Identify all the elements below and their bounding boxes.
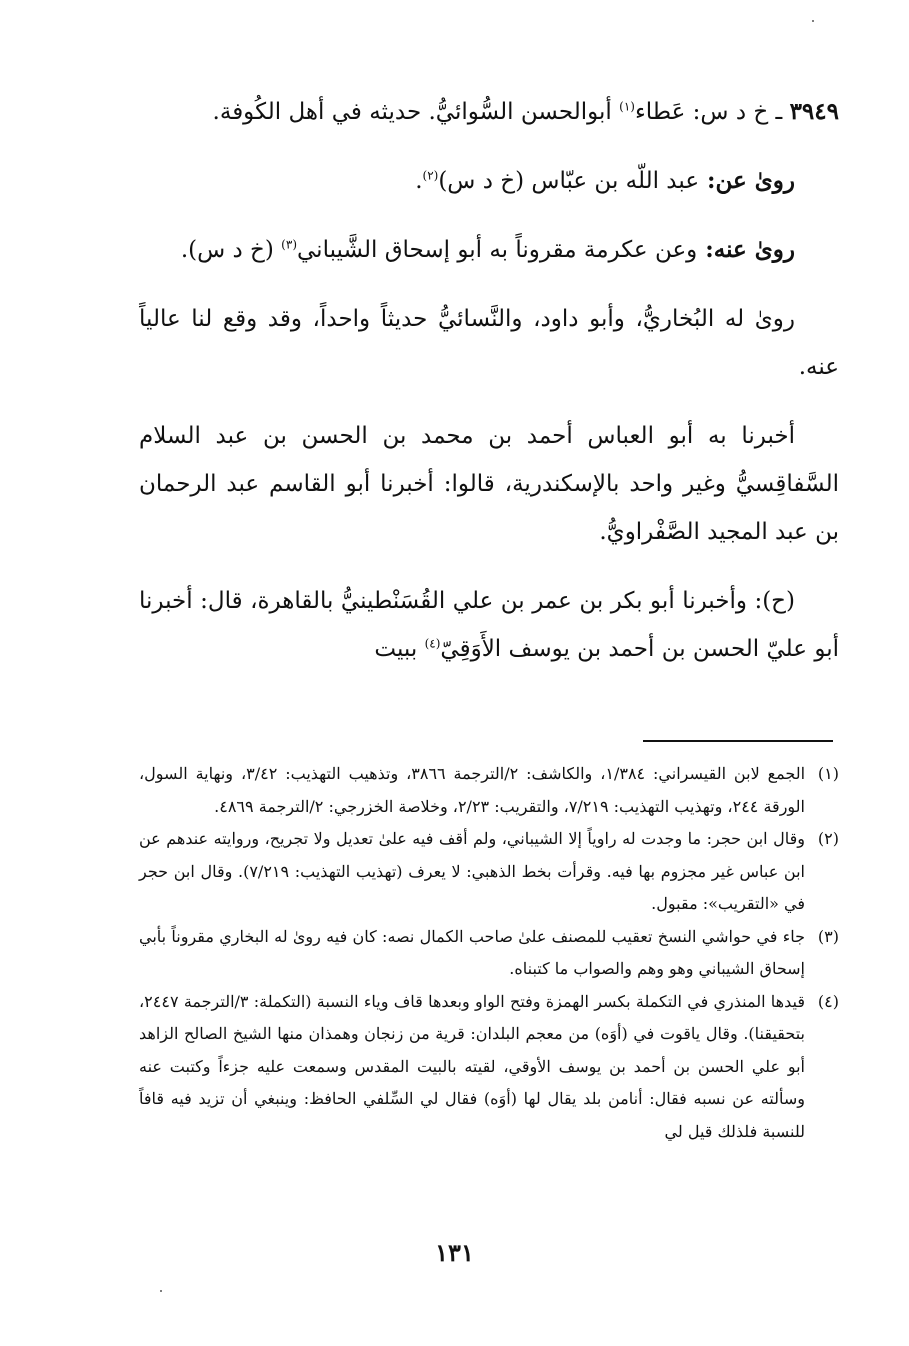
narrated-by-paragraph — [139, 226, 839, 274]
narrated-from-paragraph — [139, 157, 839, 205]
narrated-by-text: وعن عكرمة مقروناً به أبو إسحاق الشَّيباني — [297, 237, 698, 263]
chain-2-text: (ح): وأخبرنا أبو بكر بن عمر بن علي القُسَنْطينيُّ بالقاهرة، قال: أخبرنا أبو عليّ الحسن بن أحمد بن يوسف الأَوَقِيّ — [139, 588, 839, 662]
chain-paragraph-1: أخبرنا به أبو العباس أحمد بن محمد بن الحسن بن عبد السلام السَّفاقِسيُّ وغير واحد بالإسكندرية، قالوا: أخبرنا أبو القاسم عبد الرحمان بن عبد المجيد الصَّفْراويُّ. — [139, 423, 839, 545]
narrated-from-text: عبد اللّه بن عبّاس (خ د س) — [438, 168, 700, 194]
footnote-text: وقال ابن حجر: ما وجدت له راوياً إلا الشيباني، ولم أقف فيه علىٰ تعديل ولا تجريح، وروايته عندهم عن ابن عباس غير مجزوم بها فيه. وقرأت بخط الذهبي: لا يعرف (تهذيب التهذيب: ٧/٢١٩). وقال ابن حجر في «التقريب»: مقبول. — [139, 829, 805, 913]
footnote-ref-4: (٤) — [424, 636, 441, 651]
entry-number: ٣٩٤٩ — [789, 98, 839, 125]
footnote-number: (١) — [817, 764, 839, 783]
footnote — [139, 986, 839, 1149]
footnote — [139, 823, 839, 921]
footnotes-section — [139, 758, 839, 1148]
page-number: ١٣١ — [435, 1238, 474, 1267]
footnote-number: (٤) — [817, 991, 839, 1011]
footnote-number: (٢) — [817, 829, 839, 848]
entry-heading-text: ـ خ د س: عَطاء — [634, 99, 783, 125]
footnote-ref-1: (١) — [619, 99, 635, 114]
narrated-for-paragraph: روىٰ له البُخاريُّ، وأبو داود، والنَّسائيُّ حديثاً واحداً، وقد وقع لنا عالياً عنه. — [139, 306, 839, 380]
footnote-ref-2: (٢) — [422, 168, 439, 183]
narrated-by-tail: (خ د س). — [180, 237, 282, 263]
footnote-text: قيدها المنذري في التكملة بكسر الهمزة وفتح الواو وبعدها قاف وياء النسبة (التكملة: ٣/الترجمة ٢٤٤٧، بتحقيقنا). وقال ياقوت في (أوَه) من معجم البلدان: قرية من زنجان وهمذان منها الشيخ الصالح الزاهد أبو علي الحسن بن أحمد بن يوسف الأوقي، لقيته بالبيت المقدس وسمعت عليه جزءاً وكتبت عنه وسألته عن نسبه فقال: أنامن بلد يقال لها (أوَه) فقال لي السِّلفي الحافظ: وينبغي أن تزيد فيه قافاً للنسبة فلذلك قيل لي — [139, 991, 806, 1141]
narrated-from-tail: . — [415, 168, 423, 194]
footnote-text: جاء في حواشي النسخ تعقيب للمصنف علىٰ صاحب الكمال نصه: كان فيه روىٰ له البخاري مقروناً بأبي إسحاق الشيباني وهو وهم والصواب ما كتبناه. — [139, 926, 805, 978]
narrated-by-lead: روىٰ عنه: — [697, 236, 795, 263]
scan-speck — [160, 1290, 162, 1292]
narrated-from-lead: روىٰ عن: — [699, 167, 795, 194]
main-text — [139, 88, 839, 694]
chain-2-tail: ببيت — [374, 636, 425, 662]
entry-heading — [139, 88, 839, 136]
footnote — [139, 758, 839, 823]
scan-speck — [812, 20, 814, 22]
footnote-divider — [643, 740, 833, 742]
footnote-text: الجمع لابن القيسراني: ١/٣٨٤، والكاشف: ٢/الترجمة ٣٨٦٦، وتذهيب التهذيب: ٣/٤٢، ونهاية السول، الورقة ٢٤٤، وتهذيب التهذيب: ٧/٢١٩، والتقريب: ٢/٢٣، وخلاصة الخزرجي: ٢/الترجمة ٤٨٦٩. — [139, 764, 806, 816]
entry-heading-rest: أبوالحسن السُّوائيُّ. حديثه في أهل الكُوفة. — [212, 99, 620, 125]
footnote-ref-3: (٣) — [281, 237, 297, 252]
chain-paragraph-2 — [139, 577, 839, 673]
footnote — [139, 921, 839, 986]
footnote-number: (٣) — [817, 926, 839, 946]
